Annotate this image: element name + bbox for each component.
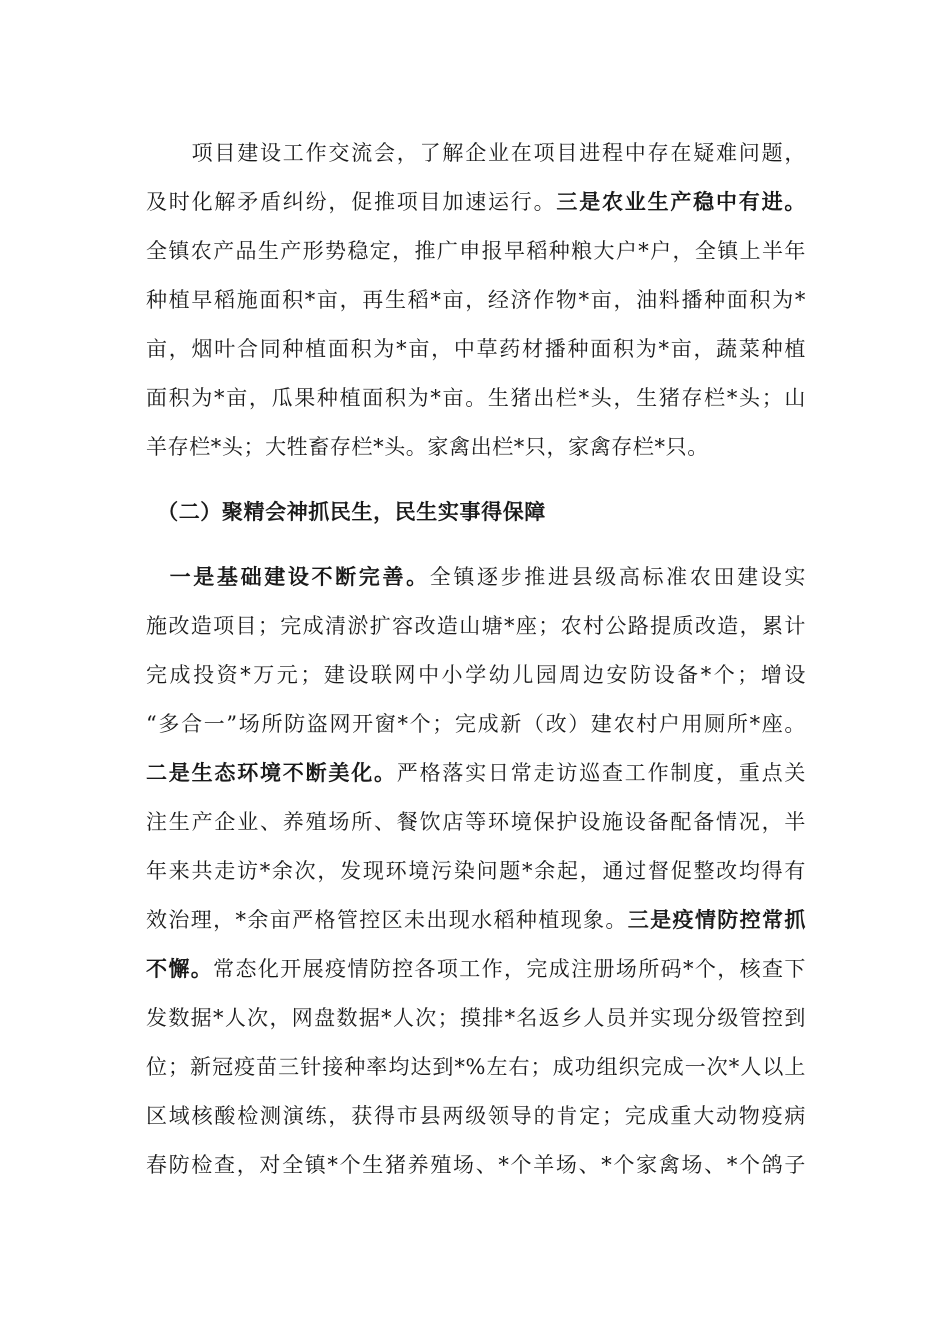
paragraph-line	[146, 329, 806, 369]
text-segment: 全镇农产品生产形势稳定，推广申报早稻种粮大户*户，全镇上半年	[146, 239, 806, 263]
paragraph-line	[146, 182, 806, 222]
text-segment: 严格落实日常走访巡查工作制度，重点关	[396, 761, 806, 785]
paragraph-line	[146, 427, 806, 467]
text-segment: 位；新冠疫苗三针接种率均达到*%左右；成功组织完成一次*人以上	[146, 1055, 806, 1079]
bold-text-segment: （二）聚精会神抓民生，民生实事得保障	[146, 499, 546, 524]
paragraph-line	[146, 949, 806, 989]
text-segment: 全镇逐步推进县级高标准农田建设实	[429, 565, 806, 589]
bold-text-segment: 三是农业生产稳中有进。	[556, 189, 806, 214]
text-segment: 发数据*人次，网盘数据*人次；摸排*名返乡人员并实现分级管控到	[146, 1006, 806, 1030]
paragraph-line	[146, 1145, 806, 1185]
paragraph-line	[146, 606, 806, 646]
paragraph-line	[146, 557, 806, 597]
paragraph-line	[146, 851, 806, 891]
paragraph-line	[146, 1096, 806, 1136]
text-segment: 春防检查，对全镇*个生猪养殖场、*个羊场、*个家禽场、*个鸽子	[146, 1153, 806, 1177]
paragraph-line	[146, 231, 806, 271]
text-segment: 效治理，*余亩严格管控区未出现水稻种植现象。	[146, 908, 628, 932]
text-segment: 项目建设工作交流会，了解企业在项目进程中存在疑难问题，	[146, 141, 806, 165]
text-segment: 及时化解矛盾纠纷，促推项目加速运行。	[146, 190, 557, 214]
bold-text-segment: 二是生态环境不断美化。	[146, 760, 397, 785]
text-segment: 注生产企业、养殖场所、餐饮店等环境保护设施设备配备情况，半	[146, 810, 806, 834]
paragraph-line	[146, 753, 806, 793]
paragraph-line	[146, 704, 806, 744]
bold-text-segment: 一是基础建设不断完善。	[146, 564, 430, 589]
paragraph-line	[146, 900, 806, 940]
section-heading	[146, 492, 806, 532]
text-segment: 完成投资*万元；建设联网中小学幼儿园周边安防设备*个；增设	[146, 663, 806, 687]
text-segment: 亩，烟叶合同种植面积为*亩，中草药材播种面积为*亩，蔬菜种植	[146, 337, 806, 361]
text-segment: “多合一”场所防盗网开窗*个；完成新（改）建农村户用厕所*座。	[146, 712, 806, 736]
text-segment: 常态化开展疫情防控各项工作，完成注册场所码*个，核查下	[213, 957, 806, 981]
text-segment: 施改造项目；完成清淤扩容改造山塘*座；农村公路提质改造，累计	[146, 614, 806, 638]
paragraph-line	[146, 280, 806, 320]
text-segment: 面积为*亩，瓜果种植面积为*亩。生猪出栏*头，生猪存栏*头；山	[146, 386, 806, 410]
paragraph-line	[146, 378, 806, 418]
paragraph-line	[146, 998, 806, 1038]
paragraph-line	[146, 133, 806, 173]
text-segment: 羊存栏*头；大牲畜存栏*头。家禽出栏*只，家禽存栏*只。	[146, 435, 709, 459]
bold-text-segment: 不懈。	[146, 956, 214, 981]
paragraph-line	[146, 1047, 806, 1087]
paragraph-line	[146, 802, 806, 842]
text-segment: 种植早稻施面积*亩，再生稻*亩，经济作物*亩，油料播种面积为*	[146, 288, 806, 312]
bold-text-segment: 三是疫情防控常抓	[627, 907, 806, 932]
paragraph-line	[146, 655, 806, 695]
text-segment: 年来共走访*余次，发现环境污染问题*余起，通过督促整改均得有	[146, 859, 806, 883]
text-segment: 区域核酸检测演练，获得市县两级领导的肯定；完成重大动物疫病	[146, 1104, 806, 1128]
